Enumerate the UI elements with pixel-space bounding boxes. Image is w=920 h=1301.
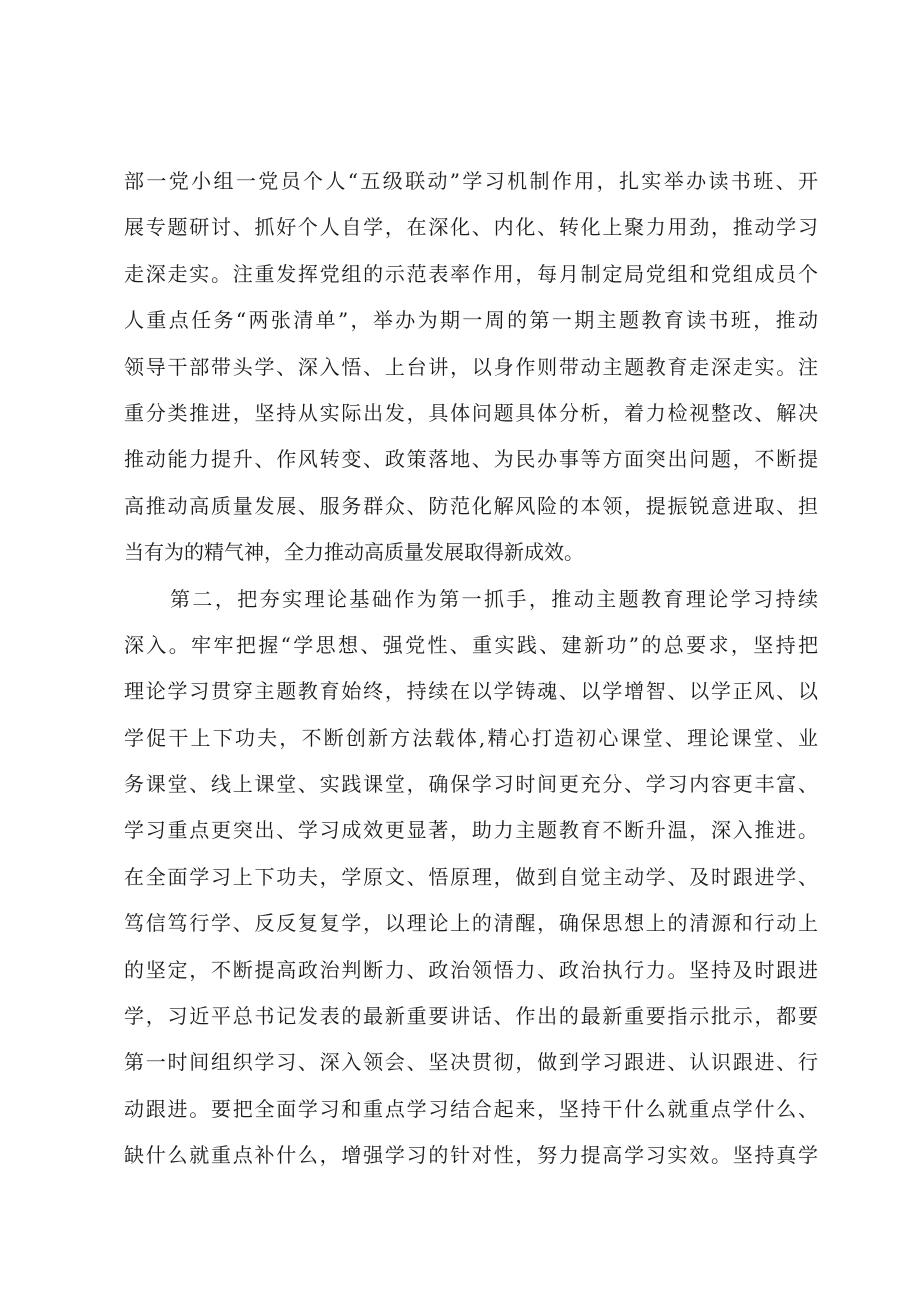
paragraph-continuation xyxy=(124,158,818,576)
text-line: 动跟进。要把全面学习和重点学习结合起来，坚持干什么就重点学什么、 xyxy=(124,1096,818,1121)
text-line: 人重点任务“两张清单”，举办为期一周的第一期主题教育读书班，推动 xyxy=(124,308,818,333)
text-line: 高推动高质量发展、服务群众、防范化解风险的本领，提振锐意进取、担 xyxy=(124,493,818,518)
text-line: 深入。牢牢把握“学思想、强党性、重实践、建新功”的总要求，坚持把 xyxy=(124,632,818,657)
text-line: 领导干部带头学、深入悟、上台讲，以身作则带动主题教育走深走实。注 xyxy=(124,354,818,379)
paragraph-second-point xyxy=(124,576,818,1179)
text-line: 学促干上下功夫，不断创新方法载体,精心打造初心课堂、理论课堂、业 xyxy=(124,725,818,750)
text-line: 重分类推进，坚持从实际出发，具体问题具体分析，着力检视整改、解决 xyxy=(124,400,818,425)
document-body xyxy=(124,158,818,1179)
text-line: 的坚定，不断提高政治判断力、政治领悟力、政治执行力。坚持及时跟进 xyxy=(124,957,818,982)
text-line: 第二，把夯实理论基础作为第一抓手，推动主题教育理论学习持续 xyxy=(170,586,818,611)
text-line: 务课堂、线上课堂、实践课堂，确保学习时间更充分、学习内容更丰富、 xyxy=(124,772,818,797)
text-line: 当有为的精气神，全力推动高质量发展取得新成效。 xyxy=(124,540,584,565)
text-line: 学，习近平总书记发表的最新重要讲话、作出的最新重要指示批示，都要 xyxy=(124,1004,818,1029)
text-line: 走深走实。注重发挥党组的示范表率作用，每月制定局党组和党组成员个 xyxy=(124,261,818,286)
text-line: 第一时间组织学习、深入领会、坚决贯彻，做到学习跟进、认识跟进、行 xyxy=(124,1050,818,1075)
text-line: 推动能力提升、作风转变、政策落地、为民办事等方面突出问题，不断提 xyxy=(124,447,818,472)
text-line: 缺什么就重点补什么，增强学习的针对性，努力提高学习实效。坚持真学 xyxy=(124,1143,818,1168)
text-line: 理论学习贯穿主题教育始终，持续在以学铸魂、以学增智、以学正风、以 xyxy=(124,679,818,704)
text-line: 部一党小组一党员个人“五级联动”学习机制作用，扎实举办读书班、开 xyxy=(124,169,818,193)
text-line: 在全面学习上下功夫，学原文、悟原理，做到自觉主动学、及时跟进学、 xyxy=(124,864,818,889)
text-line: 学习重点更突出、学习成效更显著，助力主题教育不断升温，深入推进。 xyxy=(124,818,818,843)
text-line: 笃信笃行学、反反复复学，以理论上的清醒，确保思想上的清源和行动上 xyxy=(124,911,818,936)
text-line: 展专题研讨、抓好个人自学，在深化、内化、转化上聚力用劲，推动学习 xyxy=(124,215,818,240)
